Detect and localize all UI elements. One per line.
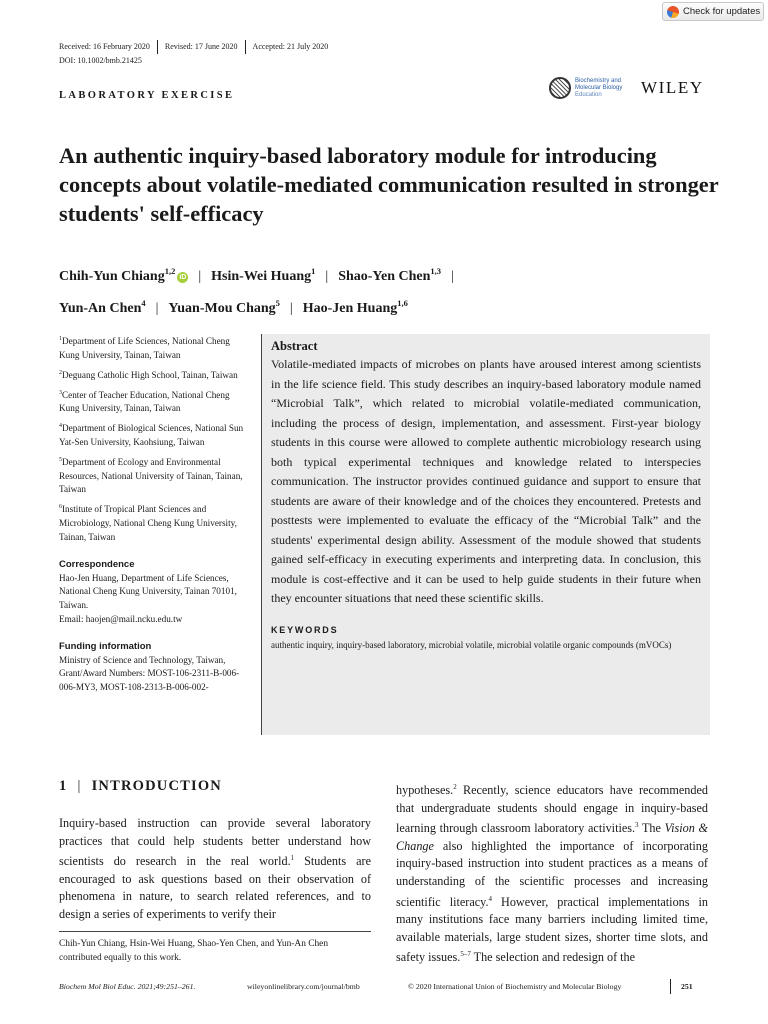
- affiliation: $^4$Department of Biological Sciences, National Sun Yat-Sen University, Kaohsiung, Taiwan: [59, 423, 244, 448]
- citation-ref[interactable]: 1: [290, 854, 295, 863]
- correspondence-text: Hao-Jen Huang, Department of Life Sciences, National Cheng Kung University, Tainan 70101, Taiwan.: [59, 572, 237, 610]
- received-date: Received: 16 February 2020: [59, 42, 150, 51]
- author-separator: |: [325, 269, 329, 284]
- intro-column-left: Inquiry-based instruction can provide several laboratory practices that could help students better understand how scientists do research in the real world.$^1$ Students are encouraged to ask questions based on their observation of phenomena in nature, to search related references, and to design a series of experiments to verify their: [59, 816, 371, 921]
- affiliation: $^1$Department of Life Sciences, National Cheng Kung University, Tainan, Taiwan: [59, 336, 230, 360]
- keywords-text: authentic inquiry, inquiry-based laboratory, microbial volatile, microbial volatile organic compounds (mVOCs): [271, 639, 672, 650]
- journal-logo: [549, 77, 704, 99]
- footer-url[interactable]: wileyonlinelibrary.com/journal/bmb: [247, 981, 360, 991]
- section-number: 1: [59, 778, 68, 794]
- doi[interactable]: DOI: 10.1002/bmb.21425: [59, 56, 142, 65]
- affiliation: $^6$Institute of Tropical Plant Sciences and Microbiology, National Cheng Kung University, Tainan, Taiwan: [59, 504, 237, 542]
- heading-separator: |: [77, 778, 82, 794]
- publisher-logo: WILEY: [641, 78, 704, 97]
- footnote-rule: [59, 931, 371, 932]
- journal-logo-line: Biochemistry and: [575, 77, 622, 84]
- abstract-box: [261, 334, 710, 735]
- check-for-updates-button[interactable]: [662, 2, 764, 21]
- keywords-heading: KEYWORDS: [271, 624, 339, 635]
- funding-heading: Funding information: [59, 641, 152, 653]
- footnote: Chih-Yun Chiang, Hsin-Wei Huang, Shao-Yen Chen, and Yun-An Chen contributed equally to this work.: [59, 939, 329, 963]
- section-title: INTRODUCTION: [91, 778, 222, 794]
- correspondence-heading: Correspondence: [59, 559, 135, 571]
- author-list: [59, 258, 709, 322]
- orcid-icon[interactable]: iD: [179, 274, 187, 281]
- check-for-updates-label: Check for updates: [683, 6, 761, 17]
- author-separator: |: [451, 269, 454, 284]
- introduction-heading: [59, 778, 222, 795]
- citation-ref[interactable]: 3: [635, 821, 639, 830]
- author[interactable]: Yun-An Chen$^4$: [59, 298, 146, 316]
- affiliation: $^3$Center of Teacher Education, National Cheng Kung University, Tainan, Taiwan: [59, 389, 230, 414]
- affiliation: $^5$Department of Ecology and Environmental Resources, National University of Tainan, Tainan, Taiwan: [59, 457, 243, 495]
- journal-logo-line: Education: [575, 91, 602, 98]
- footer-divider: [670, 979, 671, 994]
- page-footer: [59, 980, 709, 992]
- author-separator: |: [289, 301, 293, 316]
- crossmark-icon: [667, 6, 679, 18]
- correspondence-email[interactable]: Email: haojen@mail.ncku.edu.tw: [59, 613, 183, 624]
- date-divider: [157, 40, 158, 54]
- author[interactable]: Hao-Jen Huang$^{1,6}$: [302, 298, 408, 316]
- abstract-text: Volatile-mediated impacts of microbes on plants have aroused interest among scientists in the life science field. This study describes an inquiry-based laboratory module named “Microbial Talk”, which related to microbial volatile-mediated communication, including the process of design, implementation, and assessment. First-year biology students in this course were allowed to complete authentic microbiology research using both typical experimental techniques and knowledge related to interspecies communication. The instructor provides continued guidance and support to ensure that students are aware of their knowledge and of the choices they encountered. Pretests and posttests were implemented to evaluate the efficacy of the “Microbial Talk” and the students' experimental design ability. Assessment of the module showed that students gained self-efficacy in executing experiments and interpreting data. In conclusion, this module is cost-effective and it can be used to help guide students in their future when they encounter situations that need these scientific skills.: [271, 357, 701, 605]
- footer-citation: Biochem Mol Biol Educ. 2021;49:251–261.: [59, 981, 196, 991]
- date-divider: [245, 40, 246, 54]
- author[interactable]: Shao-Yen Chen$^{1,3}$: [338, 266, 442, 284]
- funding-text: Ministry of Science and Technology, Taiwan, Grant/Award Numbers: MOST-106-2311-B-006-006-MY3, MOST-108-2313-B-006-002-: [59, 654, 240, 692]
- author-separator: |: [155, 301, 159, 316]
- journal-logo-line: Molecular Biology: [575, 84, 623, 91]
- accepted-date: Accepted: 21 July 2020: [252, 42, 329, 51]
- author[interactable]: Chih-Yun Chiang$^{1,2}$iD: [59, 266, 187, 284]
- intro-column-right: hypotheses.$^2$ Recently, science educators have recommended that undergraduate students should engage in inquiry-based learning through classroom laboratory activities.$^3$ The Vision & Change also highlighted the importance of incorporating inquiry-based instruction into student practices as a means of understanding of the scientific processes and increasing scientific literacy.$^4$ However, practical implementations in many institutions face many barriers including limited time, available materials, large student sizes, shorter time slots, and safety issues.$^{5-7}$ The selection and redesign of the: [396, 783, 709, 965]
- author[interactable]: Hsin-Wei Huang$^1$: [211, 266, 316, 284]
- article-dates: [59, 40, 328, 53]
- journal-logo-text: [575, 78, 631, 99]
- footer-copyright: © 2020 International Union of Biochemistry and Molecular Biology: [408, 981, 622, 991]
- section-label: LABORATORY EXERCISE: [59, 90, 235, 101]
- citation-ref[interactable]: 2: [453, 783, 457, 791]
- affiliations-column: [59, 333, 244, 695]
- iubmb-seal-icon: [549, 77, 571, 99]
- article-title: An authentic inquiry-based laboratory module for introducing concepts about volatile-mediated communication resulted in stronger students' self-efficacy: [59, 143, 719, 226]
- revised-date: Revised: 17 June 2020: [164, 42, 238, 51]
- abstract-heading: Abstract: [271, 339, 318, 353]
- page-number: 251: [681, 981, 693, 991]
- author-separator: |: [198, 269, 202, 284]
- citation-ref[interactable]: 5–7: [460, 950, 471, 959]
- citation-ref[interactable]: 4: [488, 894, 492, 903]
- affiliation: $^2$Deguang Catholic High School, Tainan, Taiwan: [59, 369, 238, 380]
- author[interactable]: Yuan-Mou Chang$^5$: [168, 298, 280, 316]
